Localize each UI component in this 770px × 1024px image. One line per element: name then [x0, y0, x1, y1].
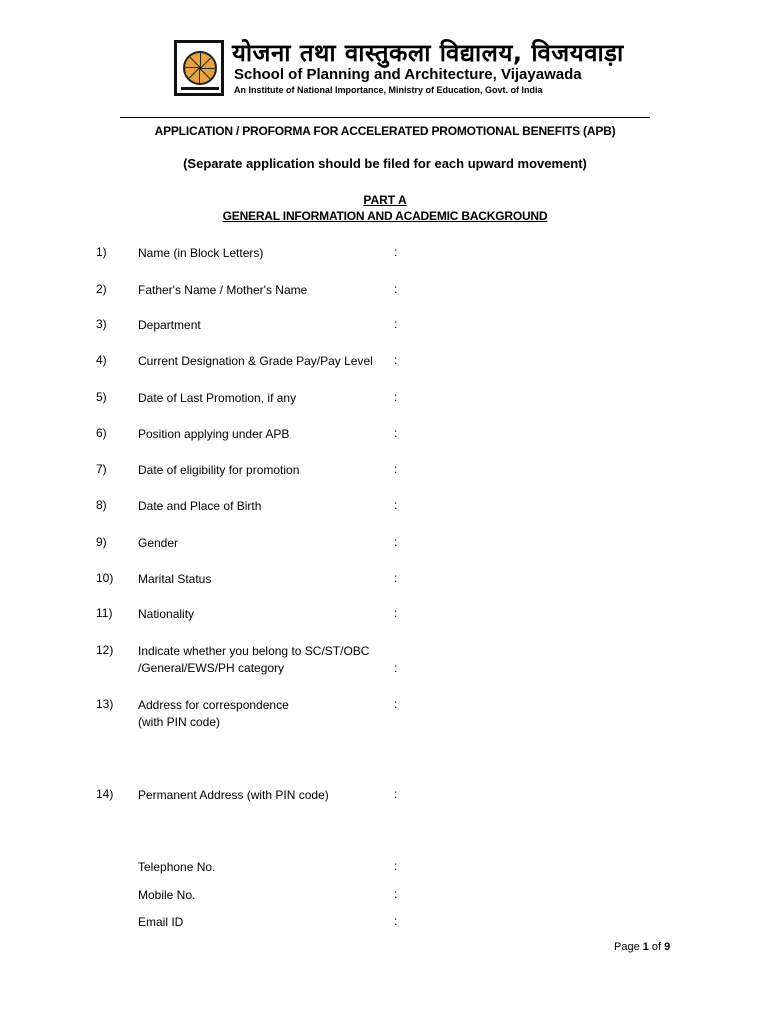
field-colon: : [394, 571, 398, 585]
field-colon: : [394, 498, 398, 512]
field-number: 10) [96, 571, 114, 585]
header-divider [120, 117, 650, 118]
page-current: 1 [642, 941, 649, 953]
field-colon: : [394, 245, 398, 259]
field-number: 13) [96, 697, 114, 711]
field-number: 3) [96, 317, 107, 331]
field-colon: : [394, 353, 398, 367]
field-number: 5) [96, 390, 107, 404]
field-label-line1: Address for correspondence [138, 698, 289, 712]
institute-name: School of Planning and Architecture, Vijayawada [234, 66, 582, 83]
field-label: Permanent Address (with PIN code) [138, 788, 329, 802]
logo-base [181, 87, 219, 90]
field-colon: : [394, 535, 398, 549]
form-title: APPLICATION / PROFORMA FOR ACCELERATED PROMOTIONAL BENEFITS (APB) [154, 124, 616, 138]
field-colon: : [394, 697, 398, 711]
field-label: Gender [138, 536, 179, 550]
part-heading: PART A [363, 193, 407, 207]
field-number: 1) [96, 245, 107, 259]
field-colon: : [394, 426, 398, 440]
field-colon: : [394, 661, 398, 675]
field-colon: : [394, 606, 398, 620]
section-heading: GENERAL INFORMATION AND ACADEMIC BACKGROUND [222, 209, 548, 223]
field-label-line2: (with PIN code) [138, 715, 221, 729]
field-colon: : [394, 317, 398, 331]
field-label: Date and Place of Birth [138, 499, 262, 513]
field-label-line2: /General/EWS/PH category [138, 661, 285, 675]
page-prefix: Page [614, 941, 643, 953]
field-colon: : [394, 914, 398, 928]
form-subtitle: (Separate application should be filed for each upward movement) [183, 156, 587, 171]
institute-name-hindi: योजना तथा वास्तुकला विद्यालय, विजयवाड़ा [232, 39, 624, 67]
logo-wheel-icon [183, 51, 217, 85]
field-label: Name (in Block Letters) [138, 246, 264, 260]
field-label: Date of eligibility for promotion [138, 463, 300, 477]
page-total: 9 [664, 941, 671, 953]
institute-tagline: An Institute of National Importance, Ministry of Education, Govt. of India [234, 85, 543, 95]
field-colon: : [394, 462, 398, 476]
field-number: 9) [96, 535, 107, 549]
field-label: Father's Name / Mother's Name [138, 283, 308, 297]
field-number: 7) [96, 462, 107, 476]
field-number: 8) [96, 498, 107, 512]
field-label: Position applying under APB [138, 427, 290, 441]
page-number [614, 941, 670, 953]
field-label: Email ID [138, 915, 184, 929]
field-colon: : [394, 859, 398, 873]
field-colon: : [394, 390, 398, 404]
field-number: 4) [96, 353, 107, 367]
field-label: Nationality [138, 607, 195, 621]
field-label: Mobile No. [138, 888, 196, 902]
field-colon: : [394, 887, 398, 901]
field-colon: : [394, 787, 398, 801]
field-number: 12) [96, 643, 114, 657]
page-of: of [648, 941, 665, 953]
field-label [138, 643, 369, 677]
field-label: Current Designation & Grade Pay/Pay Level [138, 354, 373, 368]
field-number: 2) [96, 282, 107, 296]
field-label: Marital Status [138, 572, 212, 586]
field-colon: : [394, 282, 398, 296]
field-label: Date of Last Promotion, if any [138, 391, 297, 405]
field-label: Telephone No. [138, 860, 216, 874]
institute-logo [174, 40, 224, 96]
field-number: 6) [96, 426, 107, 440]
field-number: 14) [96, 787, 114, 801]
field-number: 11) [96, 606, 113, 620]
field-label: Department [138, 318, 201, 332]
field-label-line1: Indicate whether you belong to SC/ST/OBC [138, 644, 370, 658]
field-label [138, 697, 289, 731]
